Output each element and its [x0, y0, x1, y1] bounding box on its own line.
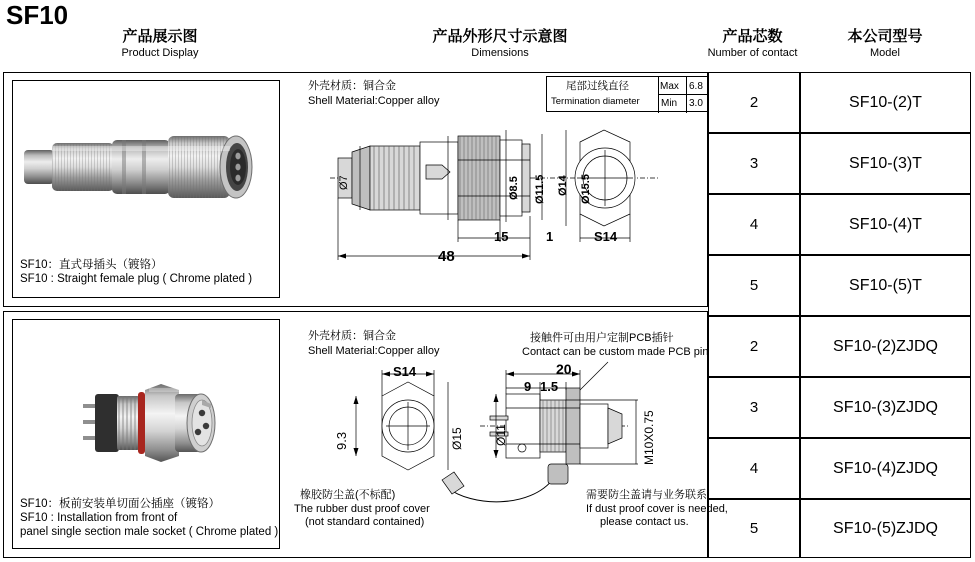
model-cell-row3: SF10-(4)T — [800, 194, 971, 255]
dim-phi15-5: Ø15.5 — [580, 174, 592, 204]
caption-en: SF10 : Straight female plug ( Chrome plated ) — [20, 273, 253, 285]
header-en: Number of contact — [707, 47, 798, 59]
note-contact-cn: 需要防尘盖请与业务联系 — [586, 489, 707, 501]
dim-1: 1 — [546, 229, 554, 244]
caption-en-line1: SF10 : Installation from front of — [20, 512, 178, 524]
model-cell-row7: SF10-(4)ZJDQ — [800, 438, 971, 499]
contacts-cell-row3: 4 — [708, 194, 800, 255]
column-header-product-display — [40, 28, 280, 60]
product-photo-panel-male-socket — [75, 380, 225, 490]
model-cell-row8: SF10-(5)ZJDQ — [800, 499, 971, 558]
model-cell-row1: SF10-(2)T — [800, 72, 971, 133]
termination-max-value: 6.8 — [689, 81, 703, 92]
dim-thread-m10: M10X0.75 — [642, 410, 656, 465]
header-cn: 产品展示图 — [122, 28, 198, 45]
note-contact-en-2: please contact us. — [600, 516, 689, 528]
dim-1-5: 1.5 — [540, 379, 559, 394]
shell-material-cn-1: 外壳材质：铜合金 — [308, 80, 396, 92]
caption-cn: SF10：板前安装单切面公插座（镀铬） — [20, 498, 220, 510]
note-dust-en-2: (not standard contained) — [305, 516, 425, 528]
note-dust-cn: 橡胶防尘盖(不标配) — [300, 489, 396, 501]
termination-min-label: Min — [661, 98, 678, 109]
shell-material-cn-2: 外壳材质：铜合金 — [308, 330, 396, 342]
note-dust-en-1: The rubber dust proof cover — [294, 503, 430, 515]
dim-phi11: Ø11 — [494, 424, 508, 446]
dim-phi15: Ø15 — [450, 427, 464, 450]
caption-en-line2: panel single section male socket ( Chrome plated ) — [20, 526, 279, 538]
section-2-caption — [20, 497, 285, 539]
note-pcb-cn: 接触件可由用户定制PCB插针 — [530, 332, 674, 344]
dim-s14-1: S14 — [594, 229, 618, 244]
dim-phi14: Ø14 — [557, 175, 569, 196]
dim-15: 15 — [494, 229, 509, 244]
contacts-cell-row8: 5 — [708, 499, 800, 558]
column-header-dimensions — [300, 28, 700, 60]
termination-min-value: 3.0 — [689, 98, 703, 109]
dim-20: 20 — [556, 361, 572, 377]
header-en: Model — [870, 47, 900, 59]
termination-max-label: Max — [660, 81, 679, 92]
dim-phi8-5: Ø8.5 — [508, 176, 520, 200]
termination-label-cn: 尾部过线直径 — [566, 80, 629, 92]
model-cell-row5: SF10-(2)ZJDQ — [800, 316, 971, 377]
termination-label-en: Termination diameter — [551, 96, 640, 107]
header-en: Dimensions — [471, 47, 529, 59]
contacts-cell-row7: 4 — [708, 438, 800, 499]
section-1-caption — [20, 258, 275, 286]
contacts-cell-row6: 3 — [708, 377, 800, 438]
header-cn: 本公司型号 — [847, 28, 923, 45]
page-title: SF10 — [6, 0, 69, 30]
drawing-straight-plug-section — [330, 120, 710, 275]
note-contact-en-1: If dust proof cover is needed, — [586, 503, 728, 515]
contacts-cell-row2: 3 — [708, 133, 800, 194]
contacts-cell-row1: 2 — [708, 72, 800, 133]
header-cn: 产品外形尺寸示意图 — [432, 28, 568, 45]
caption-cn: SF10：直式母插头（镀铬） — [20, 259, 163, 271]
dim-48: 48 — [438, 248, 455, 265]
shell-material-en-2: Shell Material:Copper alloy — [308, 345, 440, 357]
model-cell-row2: SF10-(3)T — [800, 133, 971, 194]
contacts-cell-row5: 2 — [708, 316, 800, 377]
dim-phi11-5: Ø11.5 — [534, 174, 546, 204]
model-cell-row6: SF10-(3)ZJDQ — [800, 377, 971, 438]
header-cn: 产品芯数 — [722, 28, 783, 45]
dim-s14-2: S14 — [393, 364, 417, 379]
header-en: Product Display — [121, 47, 199, 59]
dim-9-3: 9.3 — [334, 431, 349, 450]
column-header-number-of-contact — [705, 28, 800, 60]
contacts-cell-row4: 5 — [708, 255, 800, 316]
dim-9: 9 — [524, 379, 532, 394]
note-pcb-en: Contact can be custom made PCB pin — [522, 346, 709, 358]
product-photo-straight-female-plug — [22, 110, 272, 225]
column-header-model — [800, 28, 970, 60]
shell-material-en-1: Shell Material:Copper alloy — [308, 95, 440, 107]
model-cell-row4: SF10-(5)T — [800, 255, 971, 316]
dim-phi7: Ø7 — [338, 175, 350, 190]
